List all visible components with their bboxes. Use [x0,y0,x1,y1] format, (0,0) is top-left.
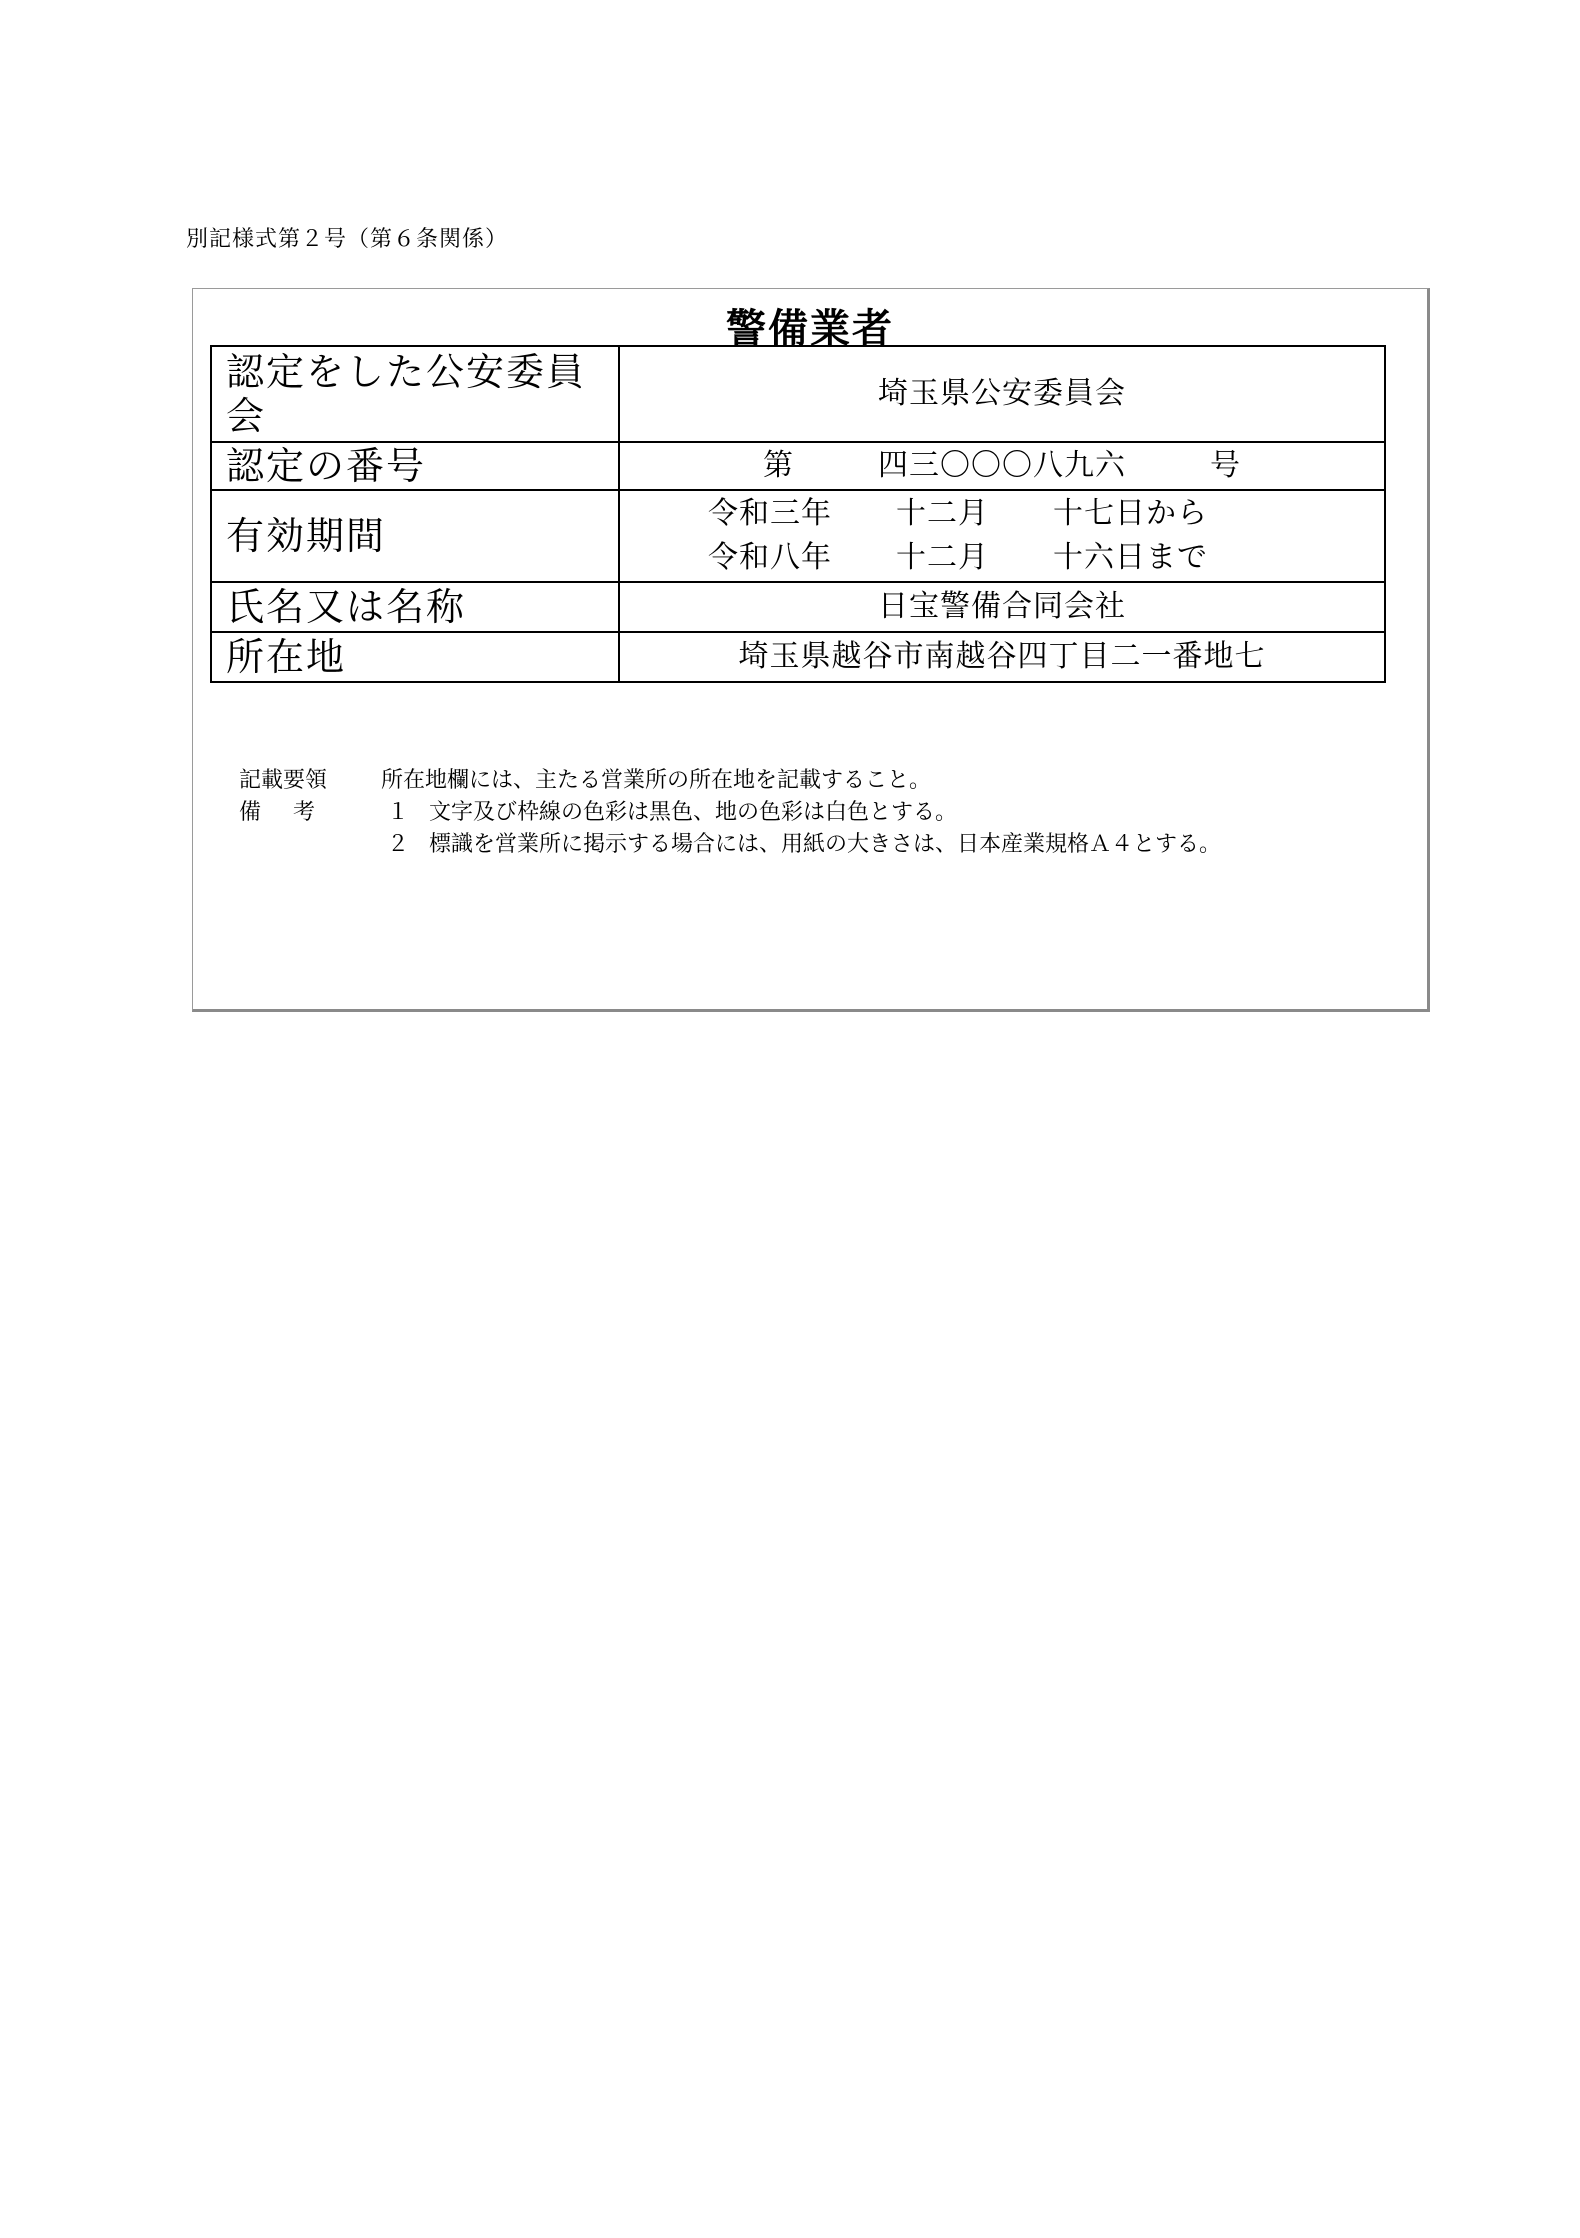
period-to-day: 十六日まで [1053,540,1208,575]
table-row-number [211,442,1385,490]
table-row-period [211,490,1385,582]
remark-text: 文字及び枠線の色彩は黒色、地の色彩は白色とする。 [429,800,958,825]
name-value: 日宝警備合同会社 [619,582,1385,632]
period-value-cell [619,490,1385,582]
period-from-day: 十七日から [1053,496,1208,531]
period-from-month: 十二月 [896,496,989,531]
number-label: 認定の番号 [211,442,619,490]
number-suffix: 号 [1210,448,1241,483]
instructions-heading: 記載要領 [239,768,328,793]
address-label: 所在地 [211,632,619,682]
table-row-name [211,582,1385,632]
remark-number: １ [387,800,410,825]
form-label: 別記様式第２号（第６条関係） [186,227,509,252]
period-to [620,536,1384,580]
period-from [620,492,1384,536]
number-value-cell [619,442,1385,490]
authority-value: 埼玉県公安委員会 [619,346,1385,442]
period-to-month: 十二月 [896,540,989,575]
sign-title: 警備業者 [726,306,894,352]
number-value: 四三〇〇〇八九六 [878,448,1126,483]
remarks-heading: 備考 [239,800,348,825]
table-row-authority [211,346,1385,442]
period-from-year: 令和三年 [708,496,832,531]
period-to-year: 令和八年 [708,540,832,575]
period-label: 有効期間 [211,490,619,582]
instructions-text: 所在地欄には、主たる営業所の所在地を記載すること。 [381,768,932,793]
remark-text: 標識を営業所に掲示する場合には、用紙の大きさは、日本産業規格Ａ４とする。 [429,832,1222,857]
table-row-address [211,632,1385,682]
security-business-sign [192,288,1430,1012]
name-label: 氏名又は名称 [211,582,619,632]
sign-info-table [210,345,1386,683]
number-prefix: 第 [763,448,794,483]
authority-label: 認定をした公安委員会 [211,346,619,442]
address-value: 埼玉県越谷市南越谷四丁目二一番地七 [619,632,1385,682]
remark-number: ２ [387,832,410,857]
